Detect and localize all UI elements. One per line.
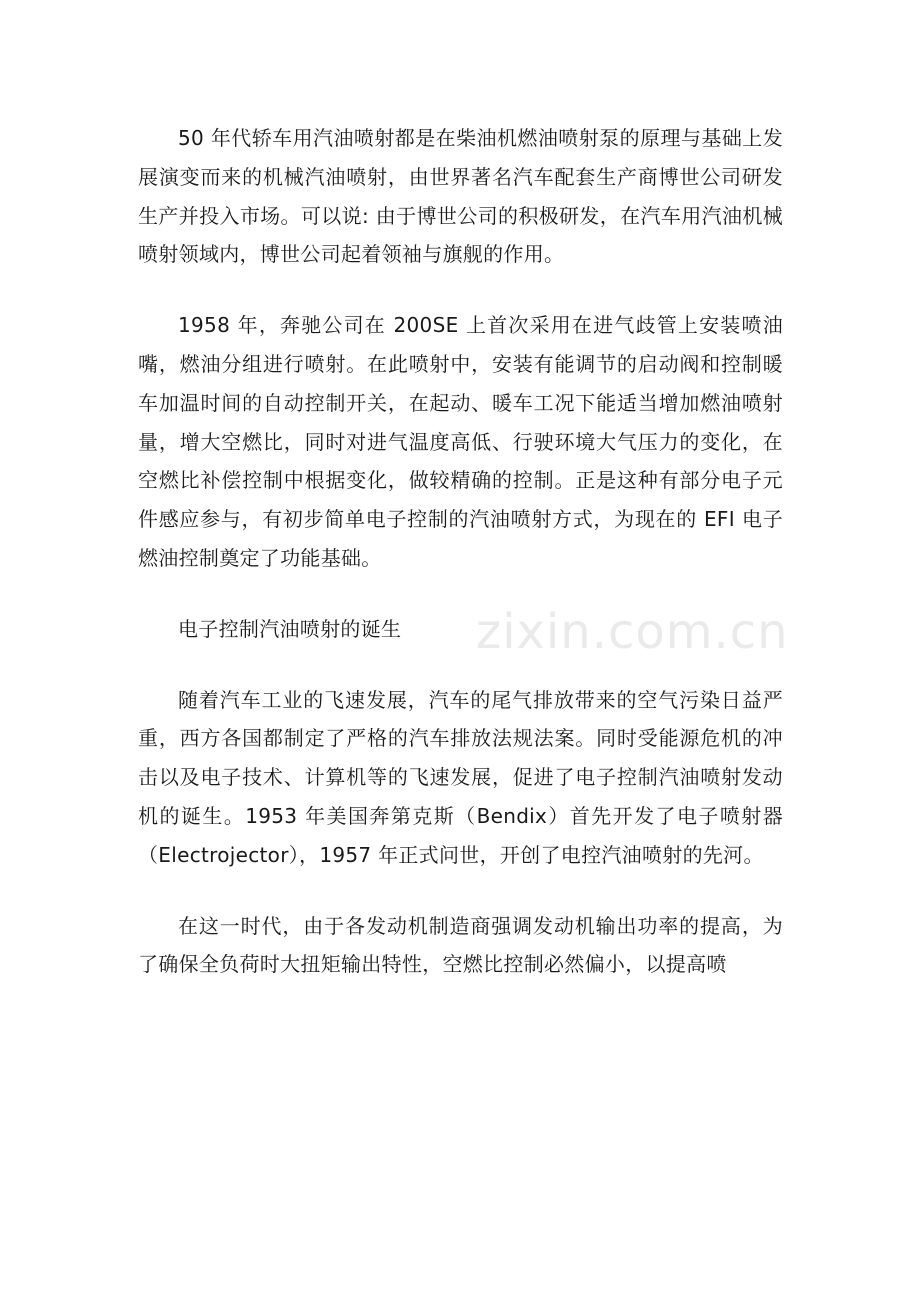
watermark-text: zixin.com.cn [476, 604, 789, 660]
paragraph-benz-200se: 1958 年，奔驰公司在 200SE 上首次采用在进气歧管上安装喷油嘴，燃油分组进行喷射。在此喷射中，安装有能调节的启动阀和控制暖车加温时间的自动控制开关，在起动、暖车工况下能适当增加燃油喷射量，增大空燃比，同时对进气温度高低、行驶环境大气压力的变化，在空燃比补偿控制中根据变化，做较精确的控制。正是这种有部分电子元件感应参与，有初步简单电子控制的汽油喷射方式，为现在的 EFI 电子燃油控制奠定了功能基础。 [138, 313, 783, 570]
paragraph-bendix-electrojector: 随着汽车工业的飞速发展，汽车的尾气排放带来的空气污染日益严重，西方各国都制定了严格的汽车排放法规法案。同时受能源危机的冲击以及电子技术、计算机等的飞速发展，促进了电子控制汽油喷射发动机的诞生。1953 年美国奔第克斯（Bendix）首先开发了电子喷射器（Electrojector），1957 年正式问世，开创了电控汽油喷射的先河。 [138, 687, 783, 867]
section-heading-electronic-injection: 电子控制汽油喷射的诞生 [178, 616, 402, 641]
paragraph-bosch-mechanical-injection: 50 年代轿车用汽油喷射都是在柴油机燃油喷射泵的原理与基础上发展演变而来的机械汽油喷射，由世界著名汽车配套生产商博世公司研发生产并投入市场。可以说: 由于博世公司的积极研发，在汽车用汽油机械喷射领域内，博世公司起着领袖与旗舰的作用。 [138, 126, 783, 267]
paragraph-power-output-era: 在这一时代，由于各发动机制造商强调发动机输出功率的提高，为了确保全负荷时大扭矩输出特性，空燃比控制必然偏小，以提高喷 [138, 913, 783, 977]
document-body [138, 119, 783, 984]
